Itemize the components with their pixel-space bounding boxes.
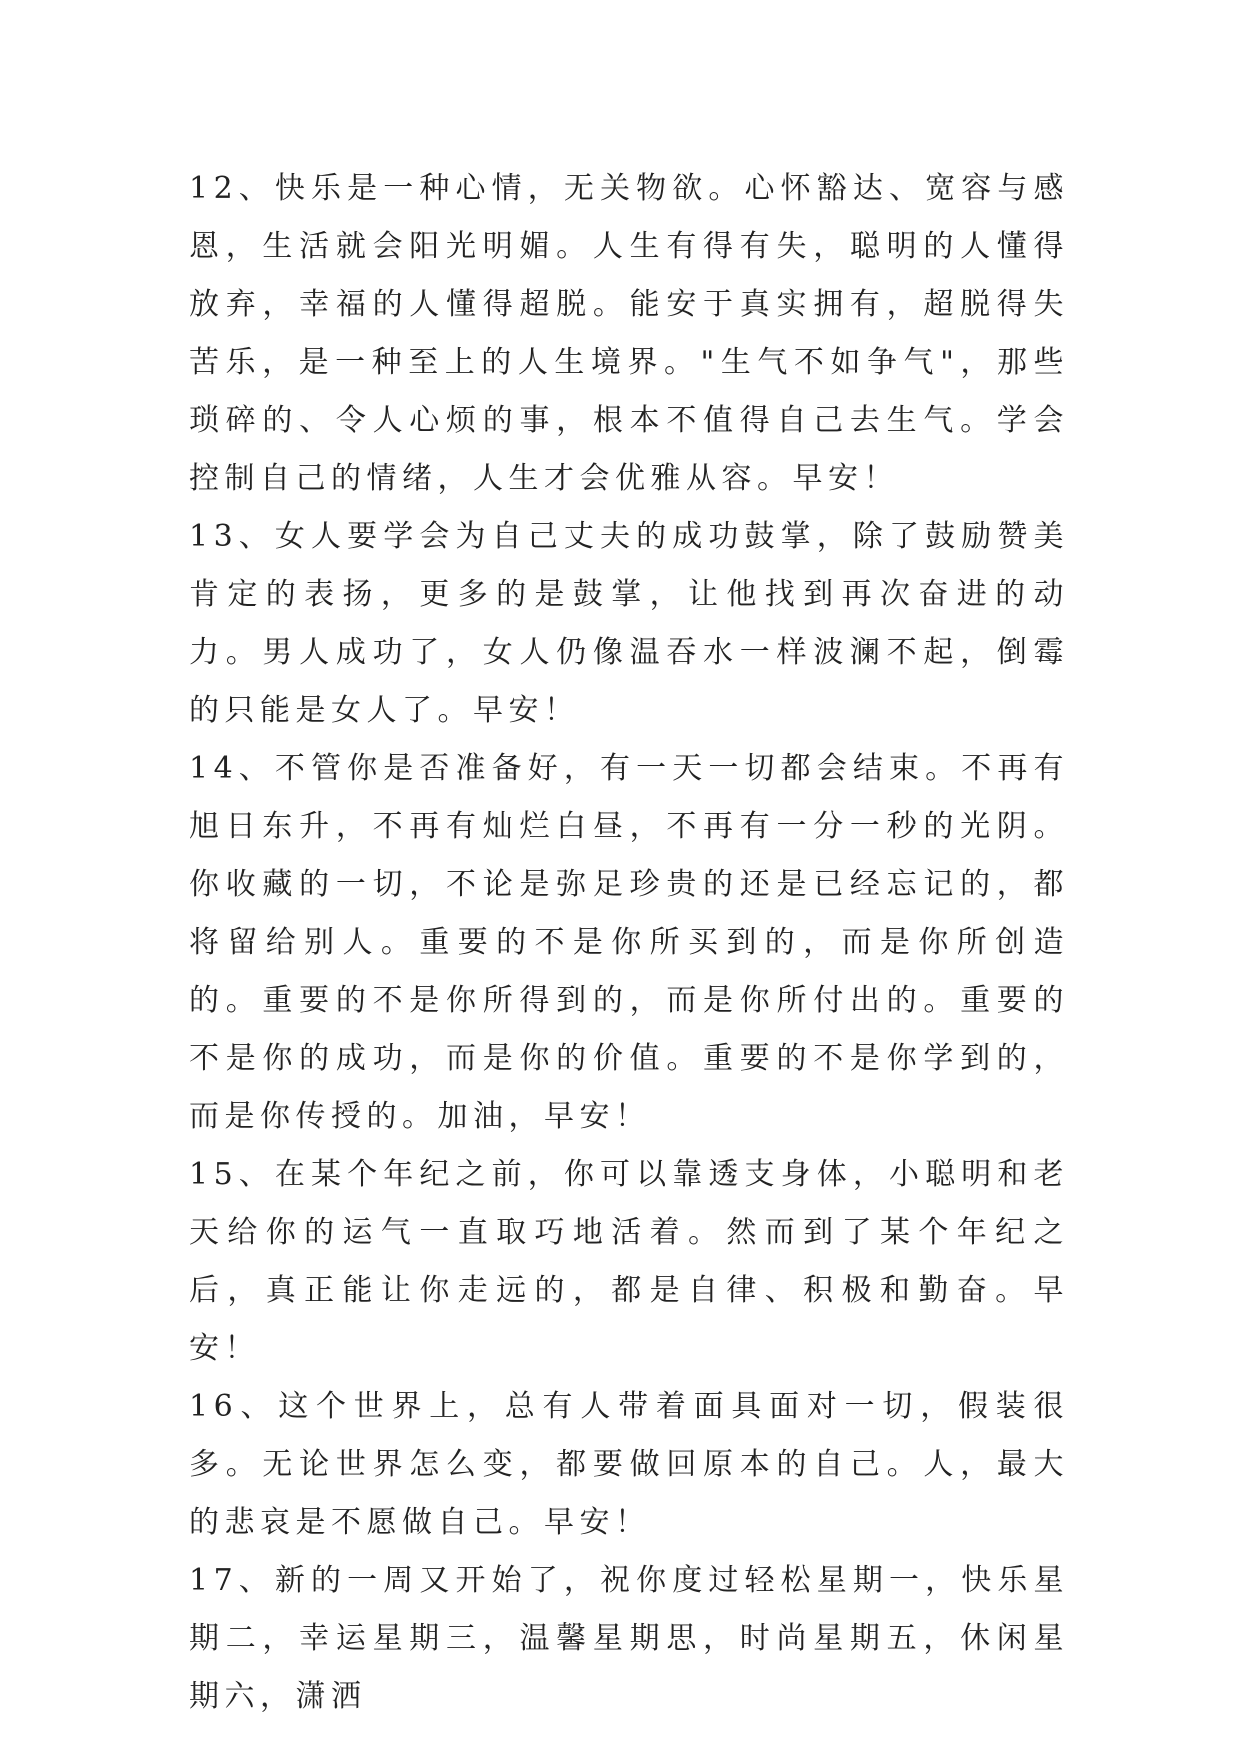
paragraph-13: 13、女人要学会为自己丈夫的成功鼓掌，除了鼓励赞美肯定的表扬，更多的是鼓掌，让他找到再次奋进的动力。男人成功了，女人仍像温吞水一样波澜不起，倒霉的只能是女人了。早安！	[189, 519, 1069, 728]
paragraph-14: 14、不管你是否准备好，有一天一切都会结束。不再有旭日东升，不再有灿烂白昼，不再有一分一秒的光阴。你收藏的一切，不论是弥足珍贵的还是已经忘记的，都将留给别人。重要的不是你所买到的，而是你所创造的。重要的不是你所得到的，而是你所付出的。重要的不是你的成功，而是你的价值。重要的不是你学到的，而是你传授的。加油，早安！	[189, 751, 1069, 1134]
document-body	[189, 160, 1069, 1726]
paragraph-17: 17、新的一周又开始了，祝你度过轻松星期一，快乐星期二，幸运星期三，温馨星期思，时尚星期五，休闲星期六，潇洒	[189, 1563, 1069, 1714]
paragraph-16: 16、这个世界上，总有人带着面具面对一切，假装很多。无论世界怎么变，都要做回原本的自己。人，最大的悲哀是不愿做自己。早安！	[189, 1389, 1069, 1540]
paragraph-12: 12、快乐是一种心情，无关物欲。心怀豁达、宽容与感恩，生活就会阳光明媚。人生有得有失，聪明的人懂得放弃，幸福的人懂得超脱。能安于真实拥有，超脱得失苦乐，是一种至上的人生境界。"生气不如争气"，那些琐碎的、令人心烦的事，根本不值得自己去生气。学会控制自己的情绪，人生才会优雅从容。早安！	[189, 171, 1069, 496]
paragraph-15: 15、在某个年纪之前，你可以靠透支身体，小聪明和老天给你的运气一直取巧地活着。然而到了某个年纪之后，真正能让你走远的，都是自律、积极和勤奋。早安！	[189, 1157, 1069, 1366]
